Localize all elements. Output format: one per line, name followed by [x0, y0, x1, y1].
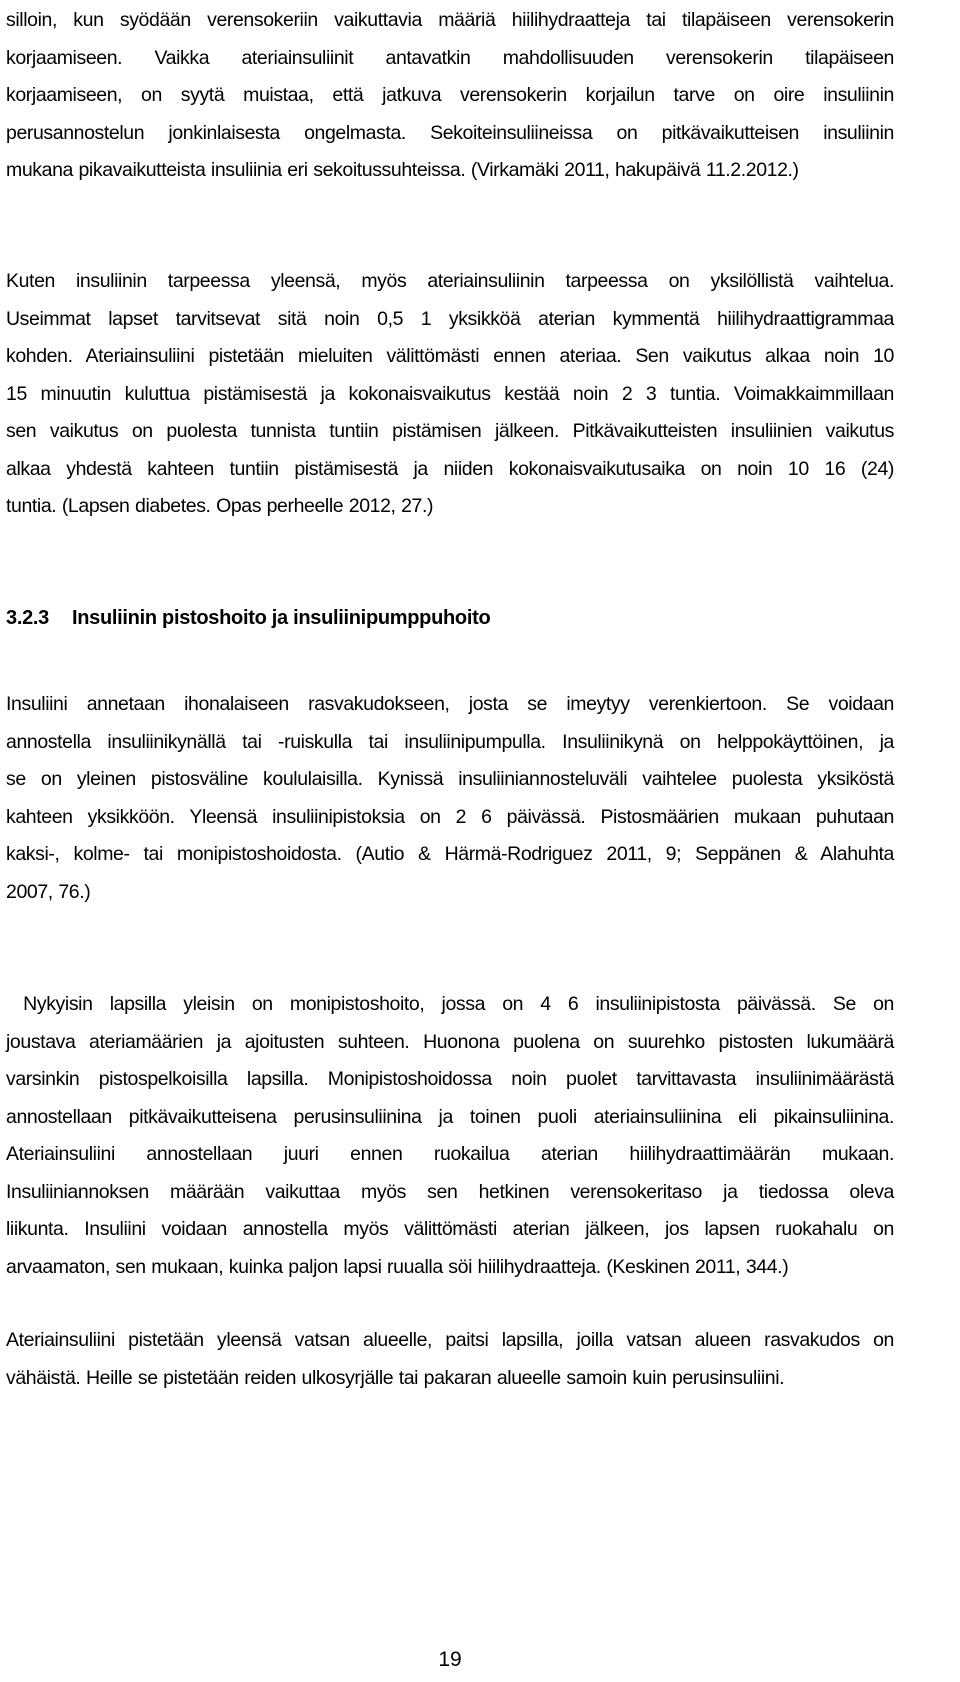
text-line: joustava ateriamäärien ja ajoitusten suhteen. Huonona puolena on suurehko pistosten lukumäärä — [6, 1030, 894, 1053]
text-line: vähäistä. Heille se pistetään reiden ulkosyrjälle tai pakaran alueelle samoin kuin perusinsuliini. — [6, 1366, 785, 1389]
text-line: Ateriainsuliini pistetään yleensä vatsan alueelle, paitsi lapsilla, joilla vatsan alueen rasvakudos on — [6, 1329, 894, 1351]
text-line: liikunta. Insuliini voidaan annostella myös välittömästi aterian jälkeen, jos lapsen ruokahalu on — [6, 1218, 894, 1240]
text-line: varsinkin pistospelkoisilla lapsilla. Monipistoshoidossa noin puolet tarvittavasta insuliinimäärästä — [6, 1068, 894, 1090]
text-line: Ateriainsuliini annostellaan juuri ennen ruokailua aterian hiilihydraattimäärän mukaan. — [6, 1143, 894, 1165]
paragraph-insulin-correction — [6, 2, 894, 190]
text-line: tuntia. (Lapsen diabetes. Opas perheelle 2012, 27.) — [6, 495, 434, 517]
section-title: Insuliinin pistoshoito ja insuliinipumppuhoito — [72, 607, 491, 629]
text-line: 2007, 76.) — [6, 880, 91, 903]
text-line: alkaa yhdestä kahteen tuntiin pistämisestä ja niiden kokonaisvaikutusaika on noin 10 16 (24) — [6, 457, 894, 480]
text-line: Nykyisin lapsilla yleisin on monipistoshoito, jossa on 4 6 insuliinipistosta päivässä. Se on — [6, 993, 894, 1015]
text-line: 15 minuutin kuluttua pistämisestä ja kokonaisvaikutus kestää noin 2 3 tuntia. Voimakkaimmillaan — [6, 382, 894, 405]
text-line: arvaamaton, sen mukaan, kuinka paljon lapsi ruualla söi hiilihydraatteja. (Keskinen 2011, 344.) — [6, 1255, 789, 1278]
text-line: silloin, kun syödään verensokeriin vaikuttavia määriä hiilihydraatteja tai tilapäiseen verensokerin — [6, 9, 894, 31]
text-line: korjaamiseen, on syytä muistaa, että jatkuva verensokerin korjailun tarve on oire insuliinin — [6, 84, 894, 106]
text-line: mukana pikavaikutteista insuliinia eri sekoitussuhteissa. (Virkamäki 2011, hakupäivä 11.2.2012.) — [6, 159, 799, 181]
paragraph-injection-methods — [6, 686, 894, 911]
paragraph-injection-site — [6, 1322, 894, 1397]
text-line: perusannostelun jonkinlaisesta ongelmasta. Sekoiteinsuliineissa on pitkävaikutteisen insuliinin — [6, 121, 894, 144]
text-line: korjaamiseen. Vaikka ateriainsuliinit antavatkin mahdollisuuden verensokerin tilapäiseen — [6, 46, 894, 69]
text-line: Useimmat lapset tarvitsevat sitä noin 0,5 1 yksikköä aterian kymmentä hiilihydraattigrammaa — [6, 307, 894, 330]
text-line: kaksi-, kolme- tai monipistoshoidosta. (Autio & Härmä-Rodriguez 2011, 9; Seppänen & Alahuhta — [6, 843, 894, 865]
page-number: 19 — [438, 1648, 462, 1671]
text-line: annostellaan pitkävaikutteisena perusinsuliinina ja toinen puoli ateriainsuliinina eli pikainsuliinina. — [6, 1105, 894, 1128]
text-line: Kuten insuliinin tarpeessa yleensä, myös ateriainsuliinin tarpeessa on yksilöllistä vaihtelua. — [6, 270, 894, 292]
text-line: sen vaikutus on puolesta tunnista tuntiin pistämisen jälkeen. Pitkävaikutteisten insuliinien vaikutus — [6, 420, 894, 442]
text-line: Insuliini annetaan ihonalaiseen rasvakudokseen, josta se imeytyy verenkiertoon. Se voidaan — [6, 693, 894, 715]
text-line: Insuliiniannoksen määrään vaikuttaa myös sen hetkinen verensokeritaso ja tiedossa oleva — [6, 1180, 894, 1203]
paragraph-meal-insulin-need — [6, 263, 894, 526]
text-line: annostella insuliinikynällä tai -ruiskulla tai insuliinipumpulla. Insuliinikynä on helppokäyttöinen, ja — [6, 730, 894, 753]
text-line: se on yleinen pistosväline koululaisilla. Kynissä insuliiniannosteluväli vaihtelee puolesta yksiköstä — [6, 768, 894, 790]
section-heading — [6, 603, 490, 633]
paragraph-multi-injection-therapy — [6, 986, 894, 1286]
text-line: kahteen yksikköön. Yleensä insuliinipistoksia on 2 6 päivässä. Pistosmäärien mukaan puhutaan — [6, 805, 894, 828]
section-number: 3.2.3 — [6, 607, 49, 629]
text-line: kohden. Ateriainsuliini pistetään mieluiten välittömästi ennen ateriaa. Sen vaikutus alkaa noin 10 — [6, 345, 894, 367]
